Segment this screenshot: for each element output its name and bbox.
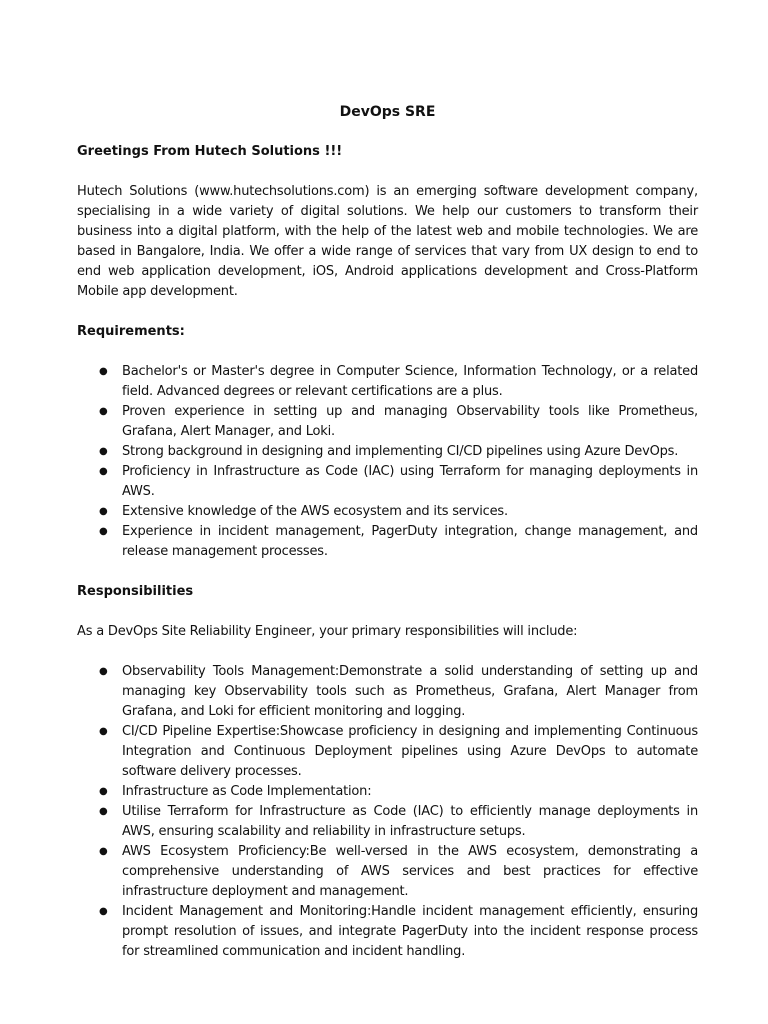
requirements-heading: Requirements: bbox=[77, 324, 185, 339]
requirement-item: ● Extensive knowledge of the AWS ecosystem and its services. bbox=[77, 502, 698, 522]
responsibility-item: ● AWS Ecosystem Proficiency:Be well-versed in the AWS ecosystem, demonstrating a comprehensive understanding of AWS services and best practices for effective infrastructure deployment and management. bbox=[77, 842, 698, 902]
requirement-item: ● Bachelor's or Master's degree in Computer Science, Information Technology, or a related field. Advanced degrees or relevant certifications are a plus. bbox=[77, 362, 698, 402]
responsibility-item: ● Infrastructure as Code Implementation: bbox=[77, 782, 698, 802]
responsibility-item: ● CI/CD Pipeline Expertise:Showcase proficiency in designing and implementing Continuous Integration and Continuous Deployment pipelines using Azure DevOps to automate software delivery processes. bbox=[77, 722, 698, 782]
responsibility-item: ● Incident Management and Monitoring:Handle incident management efficiently, ensuring prompt resolution of issues, and integrate PagerDuty into the incident response process for streamlined communication and incident handling. bbox=[77, 902, 698, 962]
responsibilities-heading: Responsibilities bbox=[77, 584, 194, 599]
requirements-list bbox=[77, 362, 698, 562]
requirement-item: ● Strong background in designing and implementing CI/CD pipelines using Azure DevOps. bbox=[77, 442, 698, 462]
greeting-heading: Greetings From Hutech Solutions !!! bbox=[77, 144, 343, 159]
responsibility-item: ● Utilise Terraform for Infrastructure as Code (IAC) to efficiently manage deployments in AWS, ensuring scalability and reliability in infrastructure setups. bbox=[77, 802, 698, 842]
requirement-item: ● Experience in incident management, PagerDuty integration, change management, and release management processes. bbox=[77, 522, 698, 562]
document-title: DevOps SRE bbox=[339, 104, 436, 120]
requirement-item: ● Proficiency in Infrastructure as Code (IAC) using Terraform for managing deployments in AWS. bbox=[77, 462, 698, 502]
responsibilities-list bbox=[77, 662, 698, 962]
responsibility-item: ● Observability Tools Management:Demonstrate a solid understanding of setting up and managing key Observability tools such as Prometheus, Grafana, Alert Manager from Grafana, and Loki for efficient monitoring and logging. bbox=[77, 662, 698, 722]
intro-paragraph: Hutech Solutions (www.hutechsolutions.com) is an emerging software development company, specialising in a wide variety of digital solutions. We help our customers to transform their business into a digital platform, with the help of the latest web and mobile technologies. We are based in Bangalore, India. We offer a wide range of services that vary from UX design to end to end web application development, iOS, Android applications development and Cross-Platform Mobile app development. bbox=[77, 184, 698, 299]
responsibilities-intro: As a DevOps Site Reliability Engineer, your primary responsibilities will include: bbox=[77, 624, 578, 639]
requirement-item: ● Proven experience in setting up and managing Observability tools like Prometheus, Grafana, Alert Manager, and Loki. bbox=[77, 402, 698, 442]
